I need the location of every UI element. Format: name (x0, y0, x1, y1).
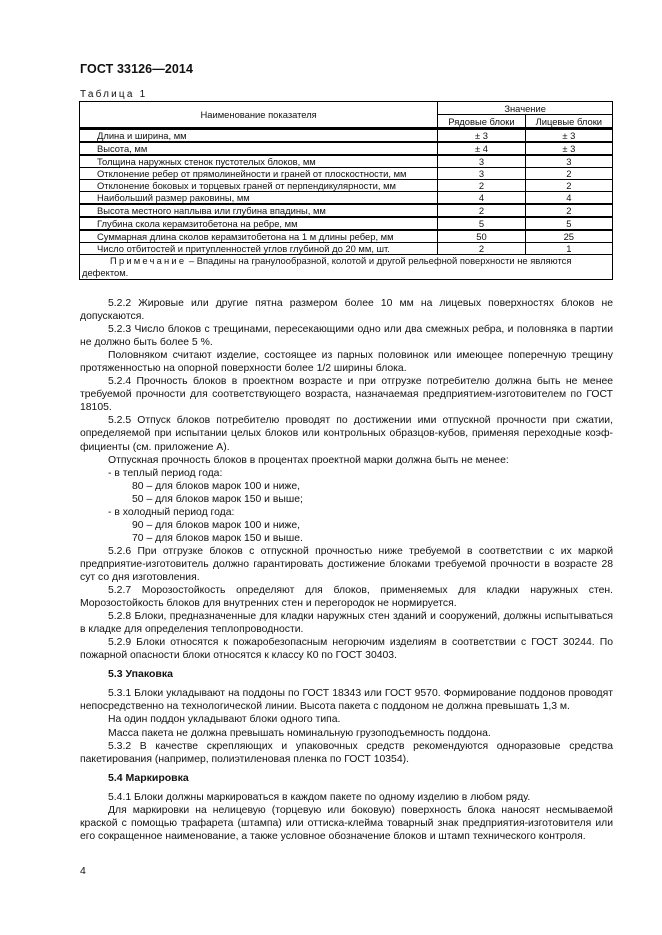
row-name: Высота местного наплыва или глубина впадины, мм (80, 204, 438, 217)
list-cold-period: - в холодный период года: (108, 506, 235, 518)
paragraph-5-3-2: 5.3.2 В качестве скрепляющих и упаковочных средств рекомендуются одноразовые средства пакетирования (например, полиэтиленовая пленка по ГОСТ 10354). (80, 740, 613, 765)
paragraph-5-3-1: 5.3.1 Блоки укладывают на поддоны по ГОСТ 18343 или ГОСТ 9570. Формирование поддонов проводят непосредственно на технологической линии. Высота пакета с поддоном не должна превышать 1,3 м. (80, 688, 613, 713)
table-row (80, 180, 613, 192)
row-ordinary-value: 50 (438, 230, 525, 243)
note-text: – Впадины на гранулообразной, колотой и другой рельефной поверхности не являются дефектом. (82, 255, 572, 278)
row-ordinary-value: 5 (438, 217, 525, 230)
table-row (80, 230, 613, 243)
row-facing-value: 2 (525, 180, 612, 192)
table-row (80, 142, 613, 155)
page-number: 4 (80, 866, 86, 877)
row-facing-value: ± 3 (525, 142, 612, 155)
row-name: Отклонение ребер от прямолинейности и граней от плоскостности, мм (80, 168, 438, 180)
row-ordinary-value: 2 (438, 180, 525, 192)
paragraph-5-2-7: 5.2.7 Морозостойкость определяют для блоков, применяемых для кладки наружных стен. Морозостойкость блоков для внутренних стен и перегородок не нормируется. (80, 585, 613, 610)
column-header-facing: Лицевые блоки (525, 115, 612, 129)
row-facing-value: 2 (525, 204, 612, 217)
row-ordinary-value: ± 4 (438, 142, 525, 155)
row-name: Толщина наружных стенок пустотелых блоков, мм (80, 155, 438, 168)
table-row (80, 168, 613, 180)
paragraph-5-2-2: 5.2.2 Жировые или другие пятна размером более 10 мм на лицевых поверхностях блоков не допускаются. (80, 298, 613, 323)
row-facing-value: 25 (525, 230, 612, 243)
paragraph-marking: Для маркировки на нелицевую (торцевую или боковую) поверхность блока наносят несмываемой краской с помощью трафарета (штампа) или оттиска-клейма товарный знак предприятия-изготовителя или его сокращенное наименование, а также условное обозначение блоков и штамп технического контроля. (80, 804, 613, 842)
column-group-header-value: Значение (438, 102, 613, 115)
column-header-ordinary: Рядовые блоки (438, 115, 525, 129)
table-row (80, 243, 613, 255)
specification-table (79, 101, 613, 280)
row-facing-value: 1 (525, 243, 612, 255)
paragraph-polovnyak: Половняком считают изделие, состоящее из парных половинок или имеющее поперечную трещину протяженностью на опорной поверхности более 1/2 ширины блока. (80, 350, 613, 375)
table-note (80, 255, 613, 280)
row-ordinary-value: ± 3 (438, 129, 525, 143)
table-row (80, 204, 613, 217)
paragraph-5-2-5: 5.2.5 Отпуск блоков потребителю проводят по достижении ими отпускной прочности при сжатии, определяемой при испытании целых блоков или контрольных образцов-кубов, применяя переходные коэф-фициенты (см. приложение А). (80, 415, 613, 453)
row-ordinary-value: 2 (438, 204, 525, 217)
paragraph-5-2-9: 5.2.9 Блоки относятся к пожаробезопасным негорючим изделиям в соответствии с ГОСТ 30244. По пожарной опасности блоки относятся к классу К0 по ГОСТ 30403. (80, 637, 613, 662)
column-header-name: Наименование показателя (80, 102, 438, 129)
row-ordinary-value: 4 (438, 192, 525, 205)
row-facing-value: 2 (525, 168, 612, 180)
paragraph-release-strength: Отпускная прочность блоков в процентах проектной марки должна быть не менее: (108, 454, 509, 466)
list-cold-item-2: 70 – для блоков марок 150 и выше. (132, 532, 303, 544)
row-name: Отклонение боковых и торцевых граней от перпендикулярности, мм (80, 180, 438, 192)
table-row (80, 217, 613, 230)
section-heading-5-4: 5.4 Маркировка (108, 771, 189, 784)
paragraph-5-2-4: 5.2.4 Прочность блоков в проектном возрасте и при отгрузке потребителю должна быть не менее требуемой прочности для соответствующего возраста, назначаемая предприятием-изготовителем по ГОСТ 18105. (80, 376, 613, 414)
paragraph-mass: Масса пакета не должна превышать номинальную грузоподъемность поддона. (108, 727, 491, 739)
list-cold-item-1: 90 – для блоков марок 100 и ниже, (132, 519, 301, 531)
row-name: Суммарная длина сколов керамзитобетона на 1 м длины ребер, мм (80, 230, 438, 243)
table-row (80, 155, 613, 168)
paragraph-5-4-1: 5.4.1 Блоки должны маркироваться в каждом пакете по одному изделию в любом ряду. (108, 791, 531, 803)
paragraph-5-2-8: 5.2.8 Блоки, предназначенные для кладки наружных стен зданий и сооружений, должны испытываться в кладке для определения теплопроводности. (80, 611, 613, 636)
row-name: Высота, мм (80, 142, 438, 155)
paragraph-one-type: На один поддон укладывают блоки одного типа. (108, 714, 341, 726)
row-name: Число отбитостей и притупленностей углов глубиной до 20 мм, шт. (80, 243, 438, 255)
row-facing-value: 4 (525, 192, 612, 205)
table-caption: Таблица 1 (80, 89, 148, 100)
paragraph-5-2-3: 5.2.3 Число блоков с трещинами, пересекающими одно или два смежных ребра, и половняка в партии не должно быть более 5 %. (80, 324, 613, 349)
list-warm-item-2: 50 – для блоков марок 150 и выше; (132, 493, 303, 505)
list-warm-item-1: 80 – для блоков марок 100 и ниже, (132, 480, 301, 492)
row-ordinary-value: 3 (438, 155, 525, 168)
row-facing-value: ± 3 (525, 129, 612, 143)
standard-id-header: ГОСТ 33126—2014 (80, 62, 194, 76)
section-heading-5-3: 5.3 Упаковка (108, 668, 173, 681)
table-row (80, 192, 613, 205)
row-facing-value: 5 (525, 217, 612, 230)
row-ordinary-value: 3 (438, 168, 525, 180)
row-name: Длина и ширина, мм (80, 129, 438, 143)
row-ordinary-value: 2 (438, 243, 525, 255)
table-note-row (80, 255, 613, 280)
note-label: Примечание (110, 255, 187, 266)
row-facing-value: 3 (525, 155, 612, 168)
list-warm-period: - в теплый период года: (108, 467, 223, 479)
row-name: Глубина скола керамзитобетона на ребре, мм (80, 217, 438, 230)
body-text (80, 297, 613, 843)
row-name: Наибольший размер раковины, мм (80, 192, 438, 205)
paragraph-5-2-6: 5.2.6 При отгрузке блоков с отпускной прочностью ниже требуемой в соответствии с их маркой предприятие-изготовитель должно гарантировать достижение блоками требуемой прочности в возрасте 28 сут со дня изготовления. (80, 545, 613, 583)
table-row (80, 129, 613, 143)
